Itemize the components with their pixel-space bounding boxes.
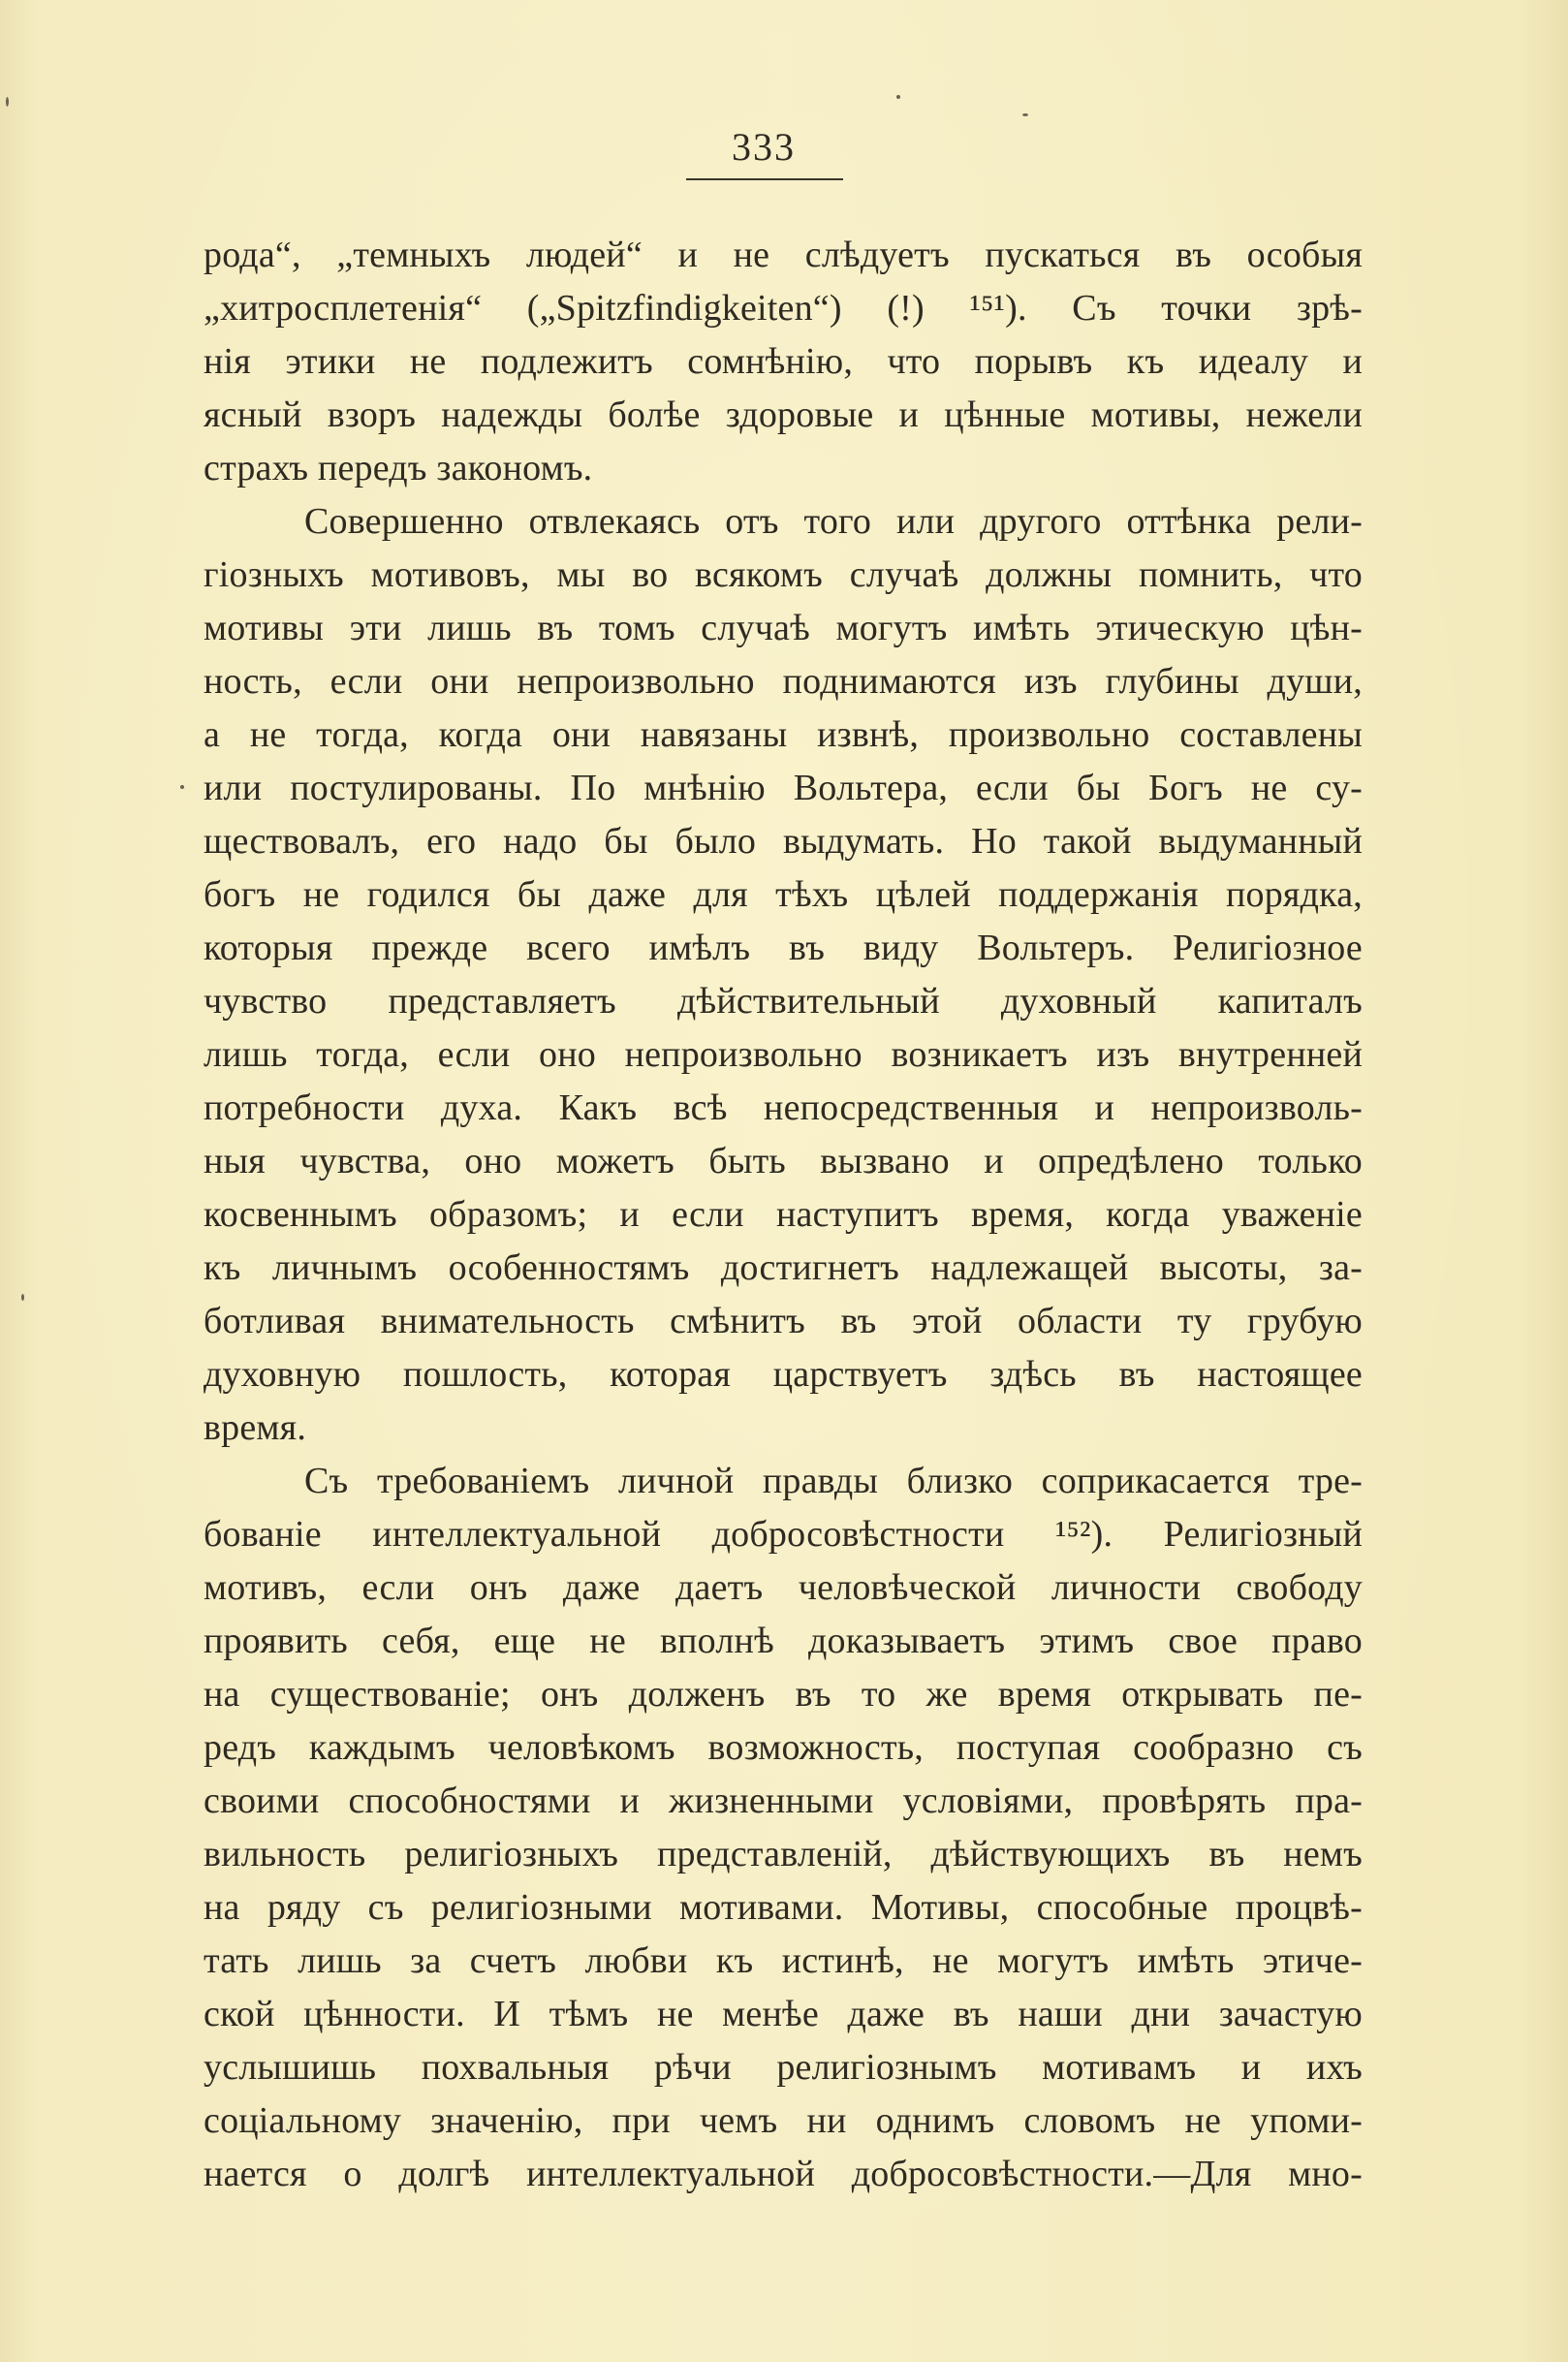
paragraph-end-line: время.: [204, 1407, 307, 1448]
text-line: гіозныхъ мотивовъ, мы во всякомъ случаѣ должны помнить, что: [204, 554, 1363, 595]
body-text: [204, 229, 1363, 2201]
text-line: которыя прежде всего имѣлъ въ виду Вольтеръ. Религіозное: [204, 928, 1363, 968]
text-line: соціальному значенію, при чемъ ни однимъ словомъ не упоми-: [204, 2100, 1363, 2141]
text-line: ныя чувства, оно можетъ быть вызвано и опредѣлено только: [204, 1141, 1363, 1181]
text-line: ской цѣнности. И тѣмъ не менѣе даже въ наши дни зачастую: [204, 1994, 1363, 2034]
page-number-rule: [686, 178, 843, 180]
paper-speck: [1022, 113, 1028, 116]
paper-speck: [896, 95, 900, 99]
text-line: „хитросплетенія“ („Spitzfindigkeiten“) (!) ¹⁵¹). Съ точки зрѣ-: [204, 288, 1363, 329]
text-line: рода“, „темныхъ людей“ и не слѣдуетъ пускаться въ особыя: [204, 235, 1363, 275]
text-line: бованіе интеллектуальной добросовѣстности ¹⁵²). Религіозный: [204, 1514, 1363, 1555]
paragraph-start-line: Съ требованіемъ личной правды близко соприкасается тре-: [304, 1461, 1363, 1501]
text-line: или постулированы. По мнѣнію Вольтера, если бы Богъ не су-: [204, 768, 1363, 808]
text-line: редъ каждымъ человѣкомъ возможность, поступая сообразно съ: [204, 1727, 1363, 1768]
text-line: потребности духа. Какъ всѣ непосредственныя и непроизволь-: [204, 1087, 1363, 1128]
text-line: проявить себя, еще не вполнѣ доказываетъ этимъ свое право: [204, 1621, 1363, 1661]
text-line: нія этики не подлежитъ сомнѣнію, что порывъ къ идеалу и: [204, 341, 1363, 382]
page-number: 333: [732, 125, 796, 169]
text-line: вильность религіозныхъ представленій, дѣйствующихъ въ немъ: [204, 1834, 1363, 1874]
text-line: а не тогда, когда они навязаны извнѣ, произвольно составлены: [204, 714, 1363, 755]
text-line: чувство представляетъ дѣйствительный духовный капиталъ: [204, 981, 1363, 1022]
text-line: услышишь похвальныя рѣчи религіознымъ мотивамъ и ихъ: [204, 2047, 1363, 2088]
paragraph-start-line: Совершенно отвлекаясь отъ того или другого оттѣнка рели-: [304, 501, 1363, 542]
text-line: ясный взоръ надежды болѣе здоровые и цѣнные мотивы, нежели: [204, 394, 1363, 435]
text-line: ность, если они непроизвольно поднимаются изъ глубины души,: [204, 661, 1363, 702]
text-line: на ряду съ религіозными мотивами. Мотивы, способные процвѣ-: [204, 1887, 1363, 1928]
paper-speck: [21, 1294, 24, 1301]
text-line: нается о долгѣ интеллектуальной добросовѣстности.—Для мно-: [204, 2154, 1363, 2194]
text-line: тать лишь за счетъ любви къ истинѣ, не могутъ имѣть этиче-: [204, 1940, 1363, 1981]
text-line: мотивы эти лишь въ томъ случаѣ могутъ имѣть этическую цѣн-: [204, 608, 1363, 648]
text-line: мотивъ, если онъ даже даетъ человѣческой личности свободу: [204, 1567, 1363, 1608]
paper-speck: [180, 785, 184, 789]
text-line: духовную пошлость, которая царствуетъ здѣсь въ настоящее: [204, 1354, 1363, 1395]
text-line: лишь тогда, если оно непроизвольно возникаетъ изъ внутренней: [204, 1034, 1363, 1075]
paper-speck: [6, 97, 9, 107]
text-line: своими способностями и жизненными условіями, провѣрять пра-: [204, 1780, 1363, 1821]
text-line: ботливая внимательность смѣнитъ въ этой области ту грубую: [204, 1301, 1363, 1341]
text-line: ществовалъ, его надо бы было выдумать. Но такой выдуманный: [204, 821, 1363, 862]
text-line: богъ не годился бы даже для тѣхъ цѣлей поддержанія порядка,: [204, 874, 1363, 915]
text-line: косвеннымъ образомъ; и если наступитъ время, когда уваженіе: [204, 1194, 1363, 1235]
text-line: къ личнымъ особенностямъ достигнетъ надлежащей высоты, за-: [204, 1247, 1363, 1288]
text-line: на существованіе; онъ долженъ въ то же время открывать пе-: [204, 1674, 1363, 1715]
paragraph-end-line: страхъ передъ закономъ.: [204, 448, 593, 488]
